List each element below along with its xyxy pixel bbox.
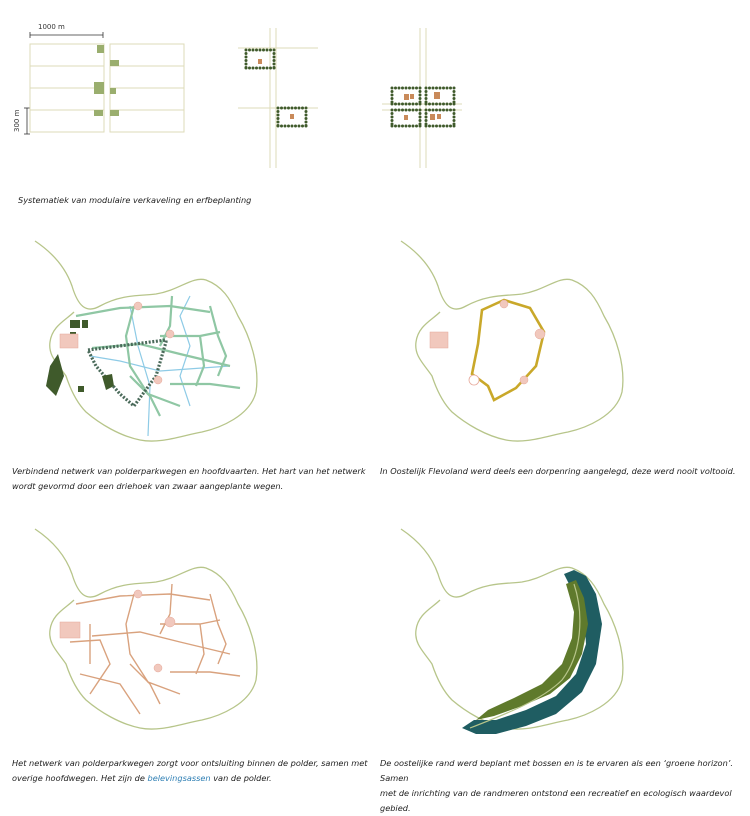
tree xyxy=(419,90,422,93)
caption-green-horizon-line1: De oostelijke rand werd beplant met bossen en is te ervaren als een ‘groene horizon’. Samen xyxy=(380,758,733,783)
tree xyxy=(245,49,248,52)
tree xyxy=(419,123,422,126)
tree xyxy=(401,109,404,112)
tree xyxy=(301,125,304,128)
tree xyxy=(449,103,452,106)
tree xyxy=(391,101,394,104)
tree xyxy=(391,90,394,93)
tree xyxy=(401,125,404,128)
farmyard-planting-diagram-cluster xyxy=(382,28,462,168)
tree xyxy=(419,116,422,119)
tree xyxy=(394,109,397,112)
tree xyxy=(248,67,251,70)
tree xyxy=(439,125,442,128)
tree xyxy=(453,101,456,104)
tree xyxy=(391,97,394,100)
tree xyxy=(453,119,456,122)
tree xyxy=(412,109,415,112)
tree xyxy=(419,112,422,115)
tree xyxy=(305,110,308,113)
tree xyxy=(425,101,428,104)
tree xyxy=(398,125,401,128)
caption-parkways xyxy=(12,756,367,786)
tree xyxy=(442,87,445,90)
tree xyxy=(305,124,308,127)
caption-parkways-line2 xyxy=(12,771,367,786)
tree xyxy=(446,109,449,112)
caption-network xyxy=(12,464,365,494)
tree xyxy=(391,94,394,97)
tree xyxy=(415,125,418,128)
tree xyxy=(408,87,411,90)
tree xyxy=(428,103,431,106)
scale-bar-horizontal xyxy=(30,32,105,38)
tree xyxy=(266,67,269,70)
tree xyxy=(432,103,435,106)
tree xyxy=(262,67,265,70)
tree xyxy=(412,125,415,128)
tree xyxy=(287,107,290,110)
tree xyxy=(415,109,418,112)
caption-parkways-pre: overige hoofdwegen. Het zijn de xyxy=(12,773,148,783)
polder-map-network xyxy=(30,236,280,456)
tree xyxy=(419,119,422,122)
tree xyxy=(269,49,272,52)
tree xyxy=(391,116,394,119)
tree xyxy=(398,109,401,112)
tree xyxy=(419,101,422,104)
tree xyxy=(425,97,428,100)
tree xyxy=(298,107,301,110)
tree xyxy=(301,107,304,110)
tree xyxy=(435,125,438,128)
tree xyxy=(273,63,276,66)
tree xyxy=(453,112,456,115)
tree xyxy=(305,107,308,110)
tree xyxy=(280,125,283,128)
tree xyxy=(446,103,449,106)
tree xyxy=(294,107,297,110)
tree xyxy=(391,112,394,115)
caption-village-ring: In Oostelijk Flevoland werd deels een dorpenring aangelegd, deze werd nooit voltooid. xyxy=(380,466,736,476)
caption-network-line1: Verbindend netwerk van polderparkwegen en hoofdvaarten. Het hart van het netwerk xyxy=(12,466,366,476)
tree xyxy=(284,125,287,128)
tree xyxy=(245,52,248,55)
tree xyxy=(394,103,397,106)
tree xyxy=(245,63,248,66)
tree xyxy=(439,109,442,112)
tree xyxy=(277,114,280,117)
polder-map-green-horizon xyxy=(396,524,636,744)
tree xyxy=(259,49,262,52)
tree xyxy=(398,103,401,106)
tree xyxy=(259,67,262,70)
tree xyxy=(425,112,428,115)
tree xyxy=(419,97,422,100)
tree xyxy=(453,94,456,97)
tree xyxy=(412,87,415,90)
farmyard-planting-diagram-single xyxy=(238,28,318,168)
tree xyxy=(432,109,435,112)
tree xyxy=(245,59,248,62)
caption-parkways-line1: Het netwerk van polderparkwegen zorgt voor ontsluiting binnen de polder, samen met xyxy=(12,758,368,768)
tree xyxy=(273,52,276,55)
tree xyxy=(415,87,418,90)
tree xyxy=(255,49,258,52)
caption-network-line2: wordt gevormd door een driehoek van zwaar aangeplante wegen. xyxy=(12,481,284,491)
scale-vertical-label: 300 m xyxy=(13,109,21,132)
tree xyxy=(401,87,404,90)
tree xyxy=(449,109,452,112)
tree xyxy=(449,87,452,90)
tree xyxy=(419,109,422,112)
tree xyxy=(266,49,269,52)
tree xyxy=(394,125,397,128)
tree xyxy=(277,110,280,113)
tree xyxy=(408,109,411,112)
tree xyxy=(428,109,431,112)
tree xyxy=(294,125,297,128)
tree xyxy=(419,94,422,97)
tree xyxy=(248,49,251,52)
tree xyxy=(435,103,438,106)
tree xyxy=(277,121,280,124)
tree xyxy=(305,121,308,124)
tree xyxy=(446,87,449,90)
tree xyxy=(245,56,248,59)
tree xyxy=(245,66,248,69)
tree xyxy=(408,125,411,128)
tree xyxy=(284,107,287,110)
tree xyxy=(446,125,449,128)
tree xyxy=(425,116,428,119)
parcel-grid-diagram xyxy=(28,42,188,134)
tree xyxy=(298,125,301,128)
tree xyxy=(277,107,280,110)
tree xyxy=(435,87,438,90)
tree xyxy=(277,117,280,120)
tree xyxy=(305,114,308,117)
tree xyxy=(442,109,445,112)
tree xyxy=(415,103,418,106)
tree xyxy=(394,87,397,90)
tree xyxy=(273,56,276,59)
tree xyxy=(425,87,428,90)
tree xyxy=(269,67,272,70)
tree xyxy=(412,103,415,106)
tree xyxy=(453,97,456,100)
caption-green-horizon xyxy=(380,756,750,816)
tree xyxy=(442,125,445,128)
tree xyxy=(453,123,456,126)
scale-horizontal-label: 1000 m xyxy=(38,23,65,31)
tree xyxy=(428,87,431,90)
tree xyxy=(391,109,394,112)
tree xyxy=(405,125,408,128)
tree xyxy=(449,125,452,128)
tree xyxy=(453,116,456,119)
tree xyxy=(432,125,435,128)
caption-green-horizon-line2: met de inrichting van de randmeren ontstond een recreatief en ecologisch waardevol gebied. xyxy=(380,788,732,813)
tree xyxy=(273,49,276,52)
tree xyxy=(405,87,408,90)
tree xyxy=(453,87,456,90)
tree xyxy=(391,87,394,90)
tree xyxy=(408,103,411,106)
polder-map-parkways xyxy=(30,524,280,744)
caption-modular-parcels: Systematiek van modulaire verkaveling en erfbeplanting xyxy=(18,195,252,205)
tree xyxy=(277,124,280,127)
caption-parkways-post: van de polder. xyxy=(210,773,272,783)
tree xyxy=(291,125,294,128)
tree xyxy=(432,87,435,90)
tree xyxy=(425,94,428,97)
tree xyxy=(425,119,428,122)
polder-map-village-ring xyxy=(396,236,636,456)
tree xyxy=(262,49,265,52)
tree xyxy=(252,67,255,70)
tree xyxy=(435,109,438,112)
tree xyxy=(273,66,276,69)
tree xyxy=(405,103,408,106)
tree xyxy=(439,87,442,90)
tree xyxy=(391,119,394,122)
tree xyxy=(291,107,294,110)
tree xyxy=(391,123,394,126)
tree xyxy=(439,103,442,106)
tree xyxy=(280,107,283,110)
tree xyxy=(453,90,456,93)
tree xyxy=(273,59,276,62)
tree xyxy=(419,87,422,90)
tree xyxy=(453,109,456,112)
tree xyxy=(405,109,408,112)
tree xyxy=(401,103,404,106)
tree xyxy=(425,90,428,93)
tree xyxy=(287,125,290,128)
tree xyxy=(425,123,428,126)
belevingsassen-link[interactable]: belevingsassen xyxy=(147,773,211,783)
tree xyxy=(442,103,445,106)
tree xyxy=(255,67,258,70)
tree xyxy=(305,117,308,120)
tree xyxy=(428,125,431,128)
tree xyxy=(252,49,255,52)
tree xyxy=(425,109,428,112)
tree xyxy=(398,87,401,90)
